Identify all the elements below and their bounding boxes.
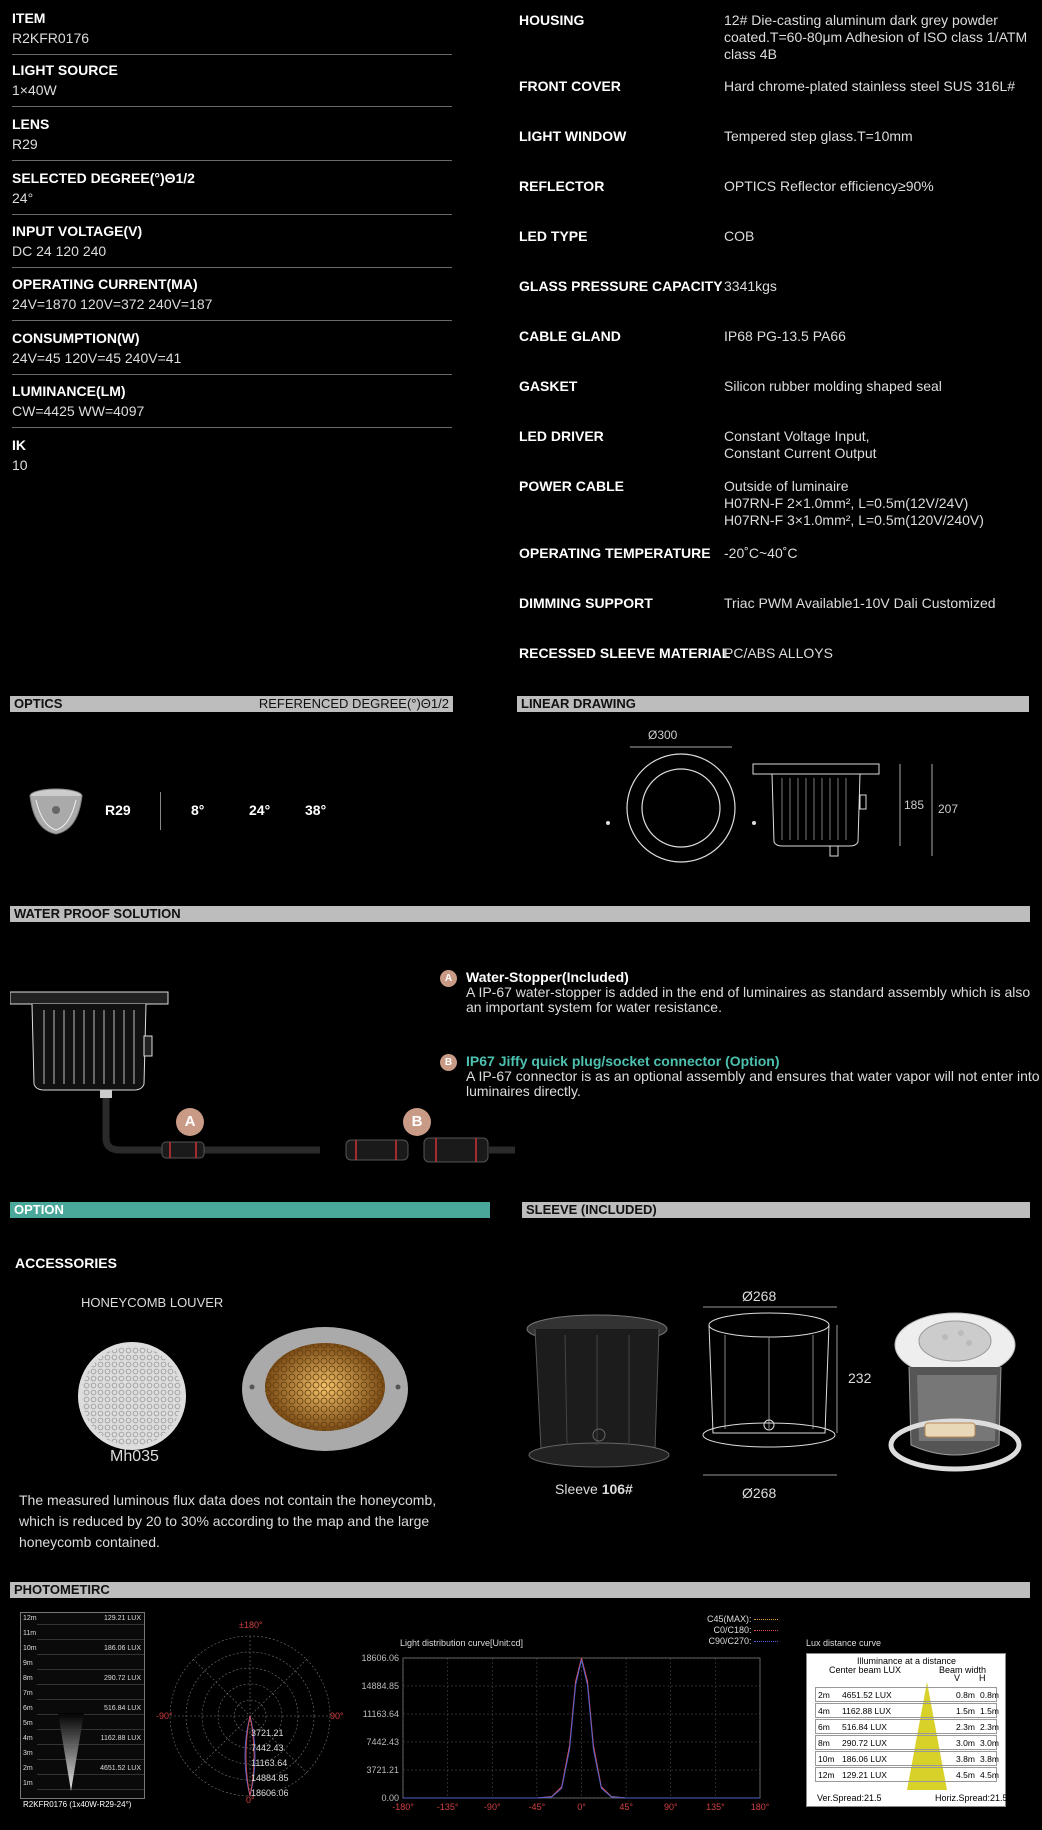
waterproof-title: WATER PROOF SOLUTION [14, 906, 181, 921]
polar-value-2: 7442.43 [251, 1743, 284, 1753]
right-spec-value: IP68 PG-13.5 PA66 [724, 328, 846, 344]
polar-label-top: ±180° [239, 1620, 263, 1630]
chart-x-tick-label: 0° [577, 1802, 586, 1812]
distance-row-line [37, 1699, 144, 1700]
honeycomb-louver-label: HONEYCOMB LOUVER [81, 1295, 224, 1310]
spec-divider [12, 160, 452, 161]
left-spec-value: R2KFR0176 [12, 30, 90, 46]
left-spec-label: LIGHT SOURCE [12, 62, 118, 78]
right-spec-table [519, 0, 1039, 680]
lux-table-row [815, 1735, 997, 1750]
sleeve-caption-prefix: Sleeve [555, 1481, 602, 1497]
polar-label-left: -90° [156, 1711, 173, 1721]
right-spec-label: GASKET [519, 378, 578, 394]
polar-chart [156, 1620, 344, 1808]
lux-table-row [815, 1687, 997, 1702]
polar-value-4: 14884.85 [251, 1773, 289, 1783]
distance-chart [20, 1612, 145, 1809]
ver-spread: Ver.Spread:21.5 [817, 1793, 882, 1803]
polar-label-bottom: 0° [246, 1795, 255, 1805]
optics-degree-8: 8° [191, 802, 205, 818]
distance-row-label: 6m [23, 1705, 33, 1712]
polar-value-3: 11163.64 [251, 1758, 288, 1768]
right-spec-value: OPTICS Reflector efficiency≥90% [724, 178, 934, 194]
distance-row-label: 12m [23, 1615, 37, 1622]
legend-c45-label: C45(MAX): [706, 1614, 752, 1624]
right-spec-label: LED DRIVER [519, 428, 604, 444]
distance-row-line [37, 1744, 144, 1745]
left-spec-7 [12, 383, 452, 419]
waterproof-badge-a-large: A [176, 1108, 204, 1136]
waterproof-luminaire-drawing [10, 988, 530, 1168]
legend-c90-label: C90/C270: [708, 1636, 752, 1646]
lux-cell-d: 2m [818, 1690, 830, 1700]
left-spec-value: 24° [12, 190, 34, 206]
distance-row-lux: 1162.88 LUX [100, 1735, 141, 1742]
lux-cell-lux: 129.21 LUX [842, 1770, 887, 1780]
right-spec-label: LED TYPE [519, 228, 588, 244]
lux-table-head-center: Center beam LUX [829, 1665, 902, 1675]
option-header [10, 1202, 490, 1218]
lux-cell-lux: 4651.52 LUX [842, 1690, 892, 1700]
right-spec-label: GLASS PRESSURE CAPACITY [519, 278, 723, 294]
sleeve-drawings [525, 1305, 1025, 1485]
chart-series-line-c90c270 [403, 1660, 760, 1798]
distance-row-line [37, 1654, 144, 1655]
chart-y-tick-label: 0.00 [381, 1793, 399, 1803]
left-spec-label: CONSUMPTION(W) [12, 330, 140, 346]
waterproof-badge-b: B [440, 1054, 457, 1071]
lux-table-row [815, 1767, 997, 1782]
distance-row-label: 9m [23, 1660, 33, 1667]
distance-row-line [37, 1714, 144, 1715]
distance-chart-caption: R2KFR0176 (1x40W-R29-24°) [23, 1800, 132, 1809]
spec-divider [12, 106, 452, 107]
distance-row-lux: 4651.52 LUX [100, 1765, 141, 1772]
linear-diameter-label: Ø300 [648, 728, 678, 742]
distance-row-label: 11m [23, 1630, 37, 1637]
left-spec-8 [12, 437, 452, 473]
chart-x-tick-label: 135° [706, 1802, 725, 1812]
sleeve-caption [555, 1481, 633, 1497]
left-spec-value: DC 24 120 240 [12, 243, 107, 259]
distance-row-line [37, 1774, 144, 1775]
left-spec-label: SELECTED DEGREE(°)Θ1/2 [12, 170, 195, 186]
water-stopper-text: A IP-67 water-stopper is added in the end of luminaires as standard assembly which is also an important system for water resistance. [466, 984, 1031, 1015]
polar-chart-svg [160, 1626, 340, 1808]
horiz-spread: Horiz.Spread:21.5 [935, 1793, 1008, 1803]
honeycomb-note: The measured luminous flux data does not contain the honeycomb, which is reduced by 20 to 30% according to the map and the large honeycomb contained. [19, 1492, 437, 1550]
lux-cell-v: 4.5m [956, 1770, 975, 1780]
spec-divider [12, 320, 452, 321]
left-spec-value: 24V=45 120V=45 240V=41 [12, 350, 182, 366]
optics-degree-38: 38° [305, 802, 327, 818]
distance-row-label: 3m [23, 1750, 33, 1757]
distance-row-lux: 290.72 LUX [104, 1675, 141, 1682]
right-spec-label: CABLE GLAND [519, 328, 621, 344]
right-spec-value: 12# Die-casting aluminum dark grey powder coated.T=60-80μm Adhesion of ISO class 1/ATM class 4B [724, 12, 1028, 62]
lux-cell-h: 4.5m [980, 1770, 999, 1780]
lux-cell-h: 3.8m [980, 1754, 999, 1764]
lux-cell-h: 3.0m [980, 1738, 999, 1748]
lux-cell-h: 1.5m [980, 1706, 999, 1716]
lux-cell-h: 2.3m [980, 1722, 999, 1732]
photometric-title: PHOTOMETIRC [14, 1582, 110, 1597]
distance-row-lux: 516.84 LUX [104, 1705, 141, 1712]
lux-table-title: Illuminance at a distance [857, 1656, 957, 1666]
right-spec-value: 3341kgs [724, 278, 777, 294]
optics-degree-24: 24° [249, 802, 271, 818]
distance-row-line [37, 1669, 144, 1670]
sleeve-dim-bottom: Ø268 [742, 1485, 777, 1501]
optics-header [10, 696, 453, 712]
distance-row-line [37, 1789, 144, 1790]
chart-y-tick-label: 14884.85 [361, 1681, 399, 1691]
chart-x-tick-label: 45° [619, 1802, 633, 1812]
left-spec-value: 24V=1870 120V=372 240V=187 [12, 296, 213, 312]
polar-value-5: 18606.06 [251, 1788, 289, 1798]
photometric-header [10, 1582, 1030, 1598]
sleeve-height: 232 [848, 1370, 872, 1386]
left-spec-label: LENS [12, 116, 50, 132]
legend-c90 [660, 1636, 778, 1647]
legend-c45 [660, 1614, 778, 1625]
lux-cell-lux: 186.06 LUX [842, 1754, 887, 1764]
linear-drawing-header [517, 696, 1029, 712]
honeycomb-louver-image [76, 1340, 188, 1452]
lux-cell-d: 6m [818, 1722, 830, 1732]
left-spec-label: IK [12, 437, 26, 453]
distance-row-label: 2m [23, 1765, 33, 1772]
left-spec-0 [12, 10, 452, 46]
accessories-title: ACCESSORIES [15, 1255, 117, 1271]
distance-row-line [37, 1729, 144, 1730]
spec-divider [12, 374, 452, 375]
left-spec-4 [12, 223, 452, 259]
left-spec-2 [12, 116, 452, 152]
lux-table-panel [806, 1653, 1006, 1807]
distance-row-line [37, 1624, 144, 1625]
chart-x-tick-label: 90° [663, 1802, 678, 1812]
lux-table-row [815, 1751, 997, 1766]
left-spec-value: R29 [12, 136, 38, 152]
distance-row-label: 8m [23, 1675, 33, 1682]
chart-y-tick-label: 18606.06 [361, 1653, 399, 1663]
distance-row-lux: 129.21 LUX [104, 1615, 141, 1622]
distance-row-label: 1m [23, 1780, 33, 1787]
chart-x-tick-label: -135° [436, 1802, 459, 1812]
lux-table-row [815, 1703, 997, 1718]
left-spec-label: LUMINANCE(LM) [12, 383, 126, 399]
left-spec-label: ITEM [12, 10, 46, 26]
chart-y-tick-label: 7442.43 [366, 1737, 399, 1747]
lux-cell-d: 4m [818, 1706, 830, 1716]
waterproof-badge-a: A [440, 970, 457, 987]
lux-distance-title: Lux distance curve [806, 1638, 882, 1648]
spec-divider [12, 54, 452, 55]
optics-title: OPTICS [14, 696, 63, 711]
right-spec-label: OPERATING TEMPERATURE [519, 545, 711, 561]
left-spec-value: CW=4425 WW=4097 [12, 403, 145, 419]
lux-cell-lux: 290.72 LUX [842, 1738, 887, 1748]
linear-dim-207: 207 [938, 802, 959, 816]
left-spec-1 [12, 62, 452, 98]
lux-cell-lux: 516.84 LUX [842, 1722, 887, 1732]
distance-row-line [37, 1759, 144, 1760]
optics-lens-image [28, 788, 84, 836]
lux-cell-v: 2.3m [956, 1722, 975, 1732]
distance-row-line [37, 1684, 144, 1685]
right-spec-value: Constant Voltage Input, Constant Current Output [724, 428, 877, 461]
left-spec-6 [12, 330, 452, 366]
distance-row-label: 5m [23, 1720, 33, 1727]
jiffy-connector-text: A IP-67 connector is as an optional assembly and ensures that water vapor will not enter into luminaires directly. [466, 1068, 1040, 1099]
lux-cell-d: 12m [818, 1770, 835, 1780]
lux-table-head-h: H [979, 1673, 986, 1683]
spec-divider [12, 214, 452, 215]
linear-dim-185: 185 [904, 798, 925, 812]
sleeve-caption-code: 106# [601, 1481, 633, 1497]
right-spec-value: Triac PWM Available1-10V Dali Customized [724, 595, 996, 611]
left-spec-label: OPERATING CURRENT(MA) [12, 276, 198, 292]
water-stopper-title: Water-Stopper(Included) [466, 969, 629, 985]
right-spec-value: Hard chrome-plated stainless steel SUS 316L# [724, 78, 1016, 94]
lux-cell-v: 1.5m [956, 1706, 975, 1716]
distance-row-label: 4m [23, 1735, 33, 1742]
linear-drawing-svg [590, 740, 940, 865]
lux-cell-h: 0.8m [980, 1690, 999, 1700]
chart-x-tick-label: -180° [392, 1802, 414, 1812]
lux-table-head-v: V [954, 1673, 961, 1683]
right-spec-label: DIMMING SUPPORT [519, 595, 653, 611]
sleeve-title: SLEEVE (INCLUDED) [526, 1202, 657, 1217]
honeycomb-installed-image [240, 1325, 410, 1453]
lux-cell-d: 8m [818, 1738, 830, 1748]
chart-x-tick-label: -90° [483, 1802, 501, 1812]
left-spec-label: INPUT VOLTAGE(V) [12, 223, 143, 239]
spec-divider [12, 427, 452, 428]
distance-row-label: 7m [23, 1690, 33, 1697]
right-spec-label: RECESSED SLEEVE MATERIAL [519, 645, 731, 661]
light-distribution-chart [350, 1650, 770, 1825]
distance-beam [56, 1713, 86, 1793]
left-spec-5 [12, 276, 452, 312]
option-title: OPTION [14, 1202, 64, 1217]
right-spec-value: COB [724, 228, 755, 244]
right-spec-label: POWER CABLE [519, 478, 624, 494]
lux-cell-v: 0.8m [956, 1690, 975, 1700]
right-spec-value: Silicon rubber molding shaped seal [724, 378, 942, 394]
right-spec-value: Tempered step glass.T=10mm [724, 128, 913, 144]
legend-c0 [660, 1625, 778, 1636]
chart-y-tick-label: 3721.21 [366, 1765, 399, 1775]
right-spec-label: LIGHT WINDOW [519, 128, 627, 144]
optics-lens-code: R29 [105, 802, 131, 818]
waterproof-header [10, 906, 1030, 922]
left-spec-3 [12, 170, 452, 206]
right-spec-value: -20˚C~40˚C [724, 545, 798, 561]
polar-label-right: 90° [330, 1711, 344, 1721]
right-spec-label: REFLECTOR [519, 178, 605, 194]
legend-c0-label: C0/C180: [713, 1625, 752, 1635]
lux-table-row [815, 1719, 997, 1734]
right-spec-label: FRONT COVER [519, 78, 621, 94]
right-spec-value: Outside of luminaire H07RN-F 2×1.0mm², L=0.5m(12V/24V) H07RN-F 3×1.0mm², L=0.5m(120V/240V) [724, 478, 984, 528]
left-spec-value: 1×40W [12, 82, 57, 98]
light-distribution-title: Light distribution curve[Unit:cd] [400, 1638, 524, 1648]
right-spec-label: HOUSING [519, 12, 585, 28]
polar-value-1: 3721.21 [251, 1728, 284, 1738]
spec-divider [12, 267, 452, 268]
lux-cell-d: 10m [818, 1754, 835, 1764]
distance-row-line [37, 1639, 144, 1640]
linear-drawing-title: LINEAR DRAWING [521, 696, 636, 711]
optics-divider [160, 792, 161, 830]
lux-table-head-beam: Beam width [939, 1665, 987, 1675]
chart-y-tick-label: 11163.64 [362, 1709, 399, 1719]
distance-row-lux: 186.06 LUX [104, 1645, 141, 1652]
lux-cell-v: 3.0m [956, 1738, 975, 1748]
jiffy-connector-title: IP67 Jiffy quick plug/socket connector (Option) [466, 1053, 780, 1069]
chart-x-tick-label: 180° [750, 1802, 770, 1812]
lux-cell-v: 3.8m [956, 1754, 975, 1764]
optics-referenced-degree: REFERENCED DEGREE(°)Θ1/2 [258, 696, 449, 711]
sleeve-dim-top: Ø268 [742, 1288, 777, 1304]
waterproof-badge-b-large: B [403, 1108, 431, 1136]
distance-row-label: 10m [23, 1645, 37, 1652]
chart-x-tick-label: -45° [528, 1802, 546, 1812]
sleeve-header [522, 1202, 1030, 1218]
left-spec-value: 10 [12, 457, 28, 473]
chart-legend [660, 1614, 778, 1647]
lux-cell-lux: 1162.88 LUX [842, 1706, 891, 1716]
louver-code: Mh035 [110, 1448, 159, 1465]
right-spec-value: PC/ABS ALLOYS [724, 645, 833, 661]
